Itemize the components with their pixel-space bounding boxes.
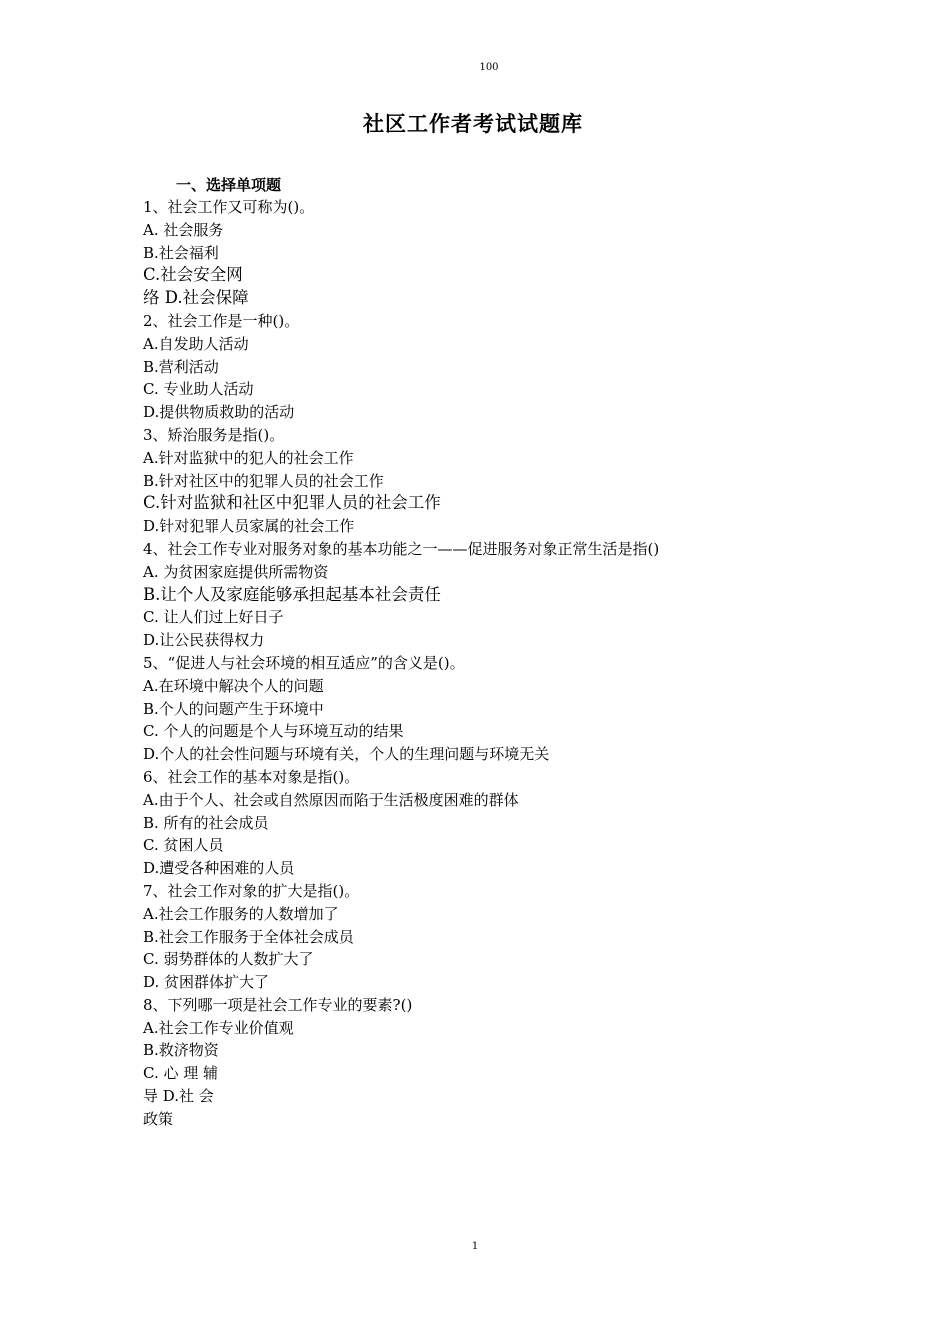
text-line: A. 社会服务	[143, 220, 224, 239]
text-line: 4、社会工作专业对服务对象的基本功能之一——促进服务对象正常生活是指()	[143, 539, 660, 558]
text-line: 2、社会工作是一种()。	[143, 311, 300, 330]
text-line: D.遭受各种困难的人员	[143, 859, 295, 878]
text-line: B. 所有的社会成员	[143, 813, 269, 832]
text-line: A.社会工作专业价值观	[143, 1018, 294, 1037]
text-line: B.社会工作服务于全体社会成员	[143, 927, 354, 946]
text-line: 8、下列哪一项是社会工作专业的要素?()	[143, 995, 413, 1014]
question-list	[143, 196, 823, 1131]
text-line: B.营利活动	[143, 357, 219, 376]
text-line: C. 个人的问题是个人与环境互动的结果	[143, 722, 404, 741]
text-line: D.让公民获得权力	[143, 631, 265, 650]
text-line: B.个人的问题产生于环境中	[143, 699, 324, 718]
text-line: D.提供物质救助的活动	[143, 403, 295, 422]
text-line: A.由于个人、社会或自然原因而陷于生活极度困难的群体	[143, 790, 519, 809]
text-line: B.救济物资	[143, 1041, 219, 1060]
text-line: 3、矫治服务是指()。	[143, 425, 285, 444]
page-footer-number: 1	[471, 1241, 479, 1252]
text-line: C.社会安全网	[143, 265, 243, 285]
text-line: C. 弱势群体的人数扩大了	[143, 950, 314, 969]
page-header-number: 100	[479, 62, 499, 73]
text-line: 络 D.社会保障	[143, 288, 249, 308]
text-line: A.社会工作服务的人数增加了	[143, 904, 339, 923]
text-line: B.让个人及家庭能够承担起基本社会责任	[143, 584, 441, 604]
text-line: A.在环境中解决个人的问题	[143, 676, 324, 695]
text-line: B.针对社区中的犯罪人员的社会工作	[143, 471, 384, 490]
text-line: C. 让人们过上好日子	[143, 608, 284, 627]
text-line: A.针对监狱中的犯人的社会工作	[143, 448, 354, 467]
text-line: 5、“促进人与社会环境的相互适应”的含义是()。	[143, 653, 465, 672]
text-line: C. 心 理 辅	[143, 1064, 219, 1083]
text-line: 政策	[143, 1109, 174, 1128]
text-line: B.社会福利	[143, 243, 219, 262]
text-line: D. 贫困群体扩大了	[143, 973, 270, 992]
text-line: A.自发助人活动	[143, 334, 249, 353]
text-line: D.针对犯罪人员家属的社会工作	[143, 517, 355, 536]
text-line: 1、社会工作又可称为()。	[143, 198, 315, 216]
section-heading: 一、选择单项题	[176, 176, 282, 194]
text-line: D.个人的社会性问题与环境有关，个人的生理问题与环境无关	[143, 745, 550, 764]
text-line: 导 D.社 会	[143, 1087, 214, 1106]
text-line: C. 贫困人员	[143, 836, 224, 855]
text-line: 6、社会工作的基本对象是指()。	[143, 767, 360, 786]
text-line: C. 专业助人活动	[143, 380, 254, 399]
text-line: 7、社会工作对象的扩大是指()。	[143, 881, 360, 900]
document-title: 社区工作者考试试题库	[363, 111, 583, 136]
text-line: C.针对监狱和社区中犯罪人员的社会工作	[143, 493, 441, 513]
text-line: A. 为贫困家庭提供所需物资	[143, 562, 329, 581]
